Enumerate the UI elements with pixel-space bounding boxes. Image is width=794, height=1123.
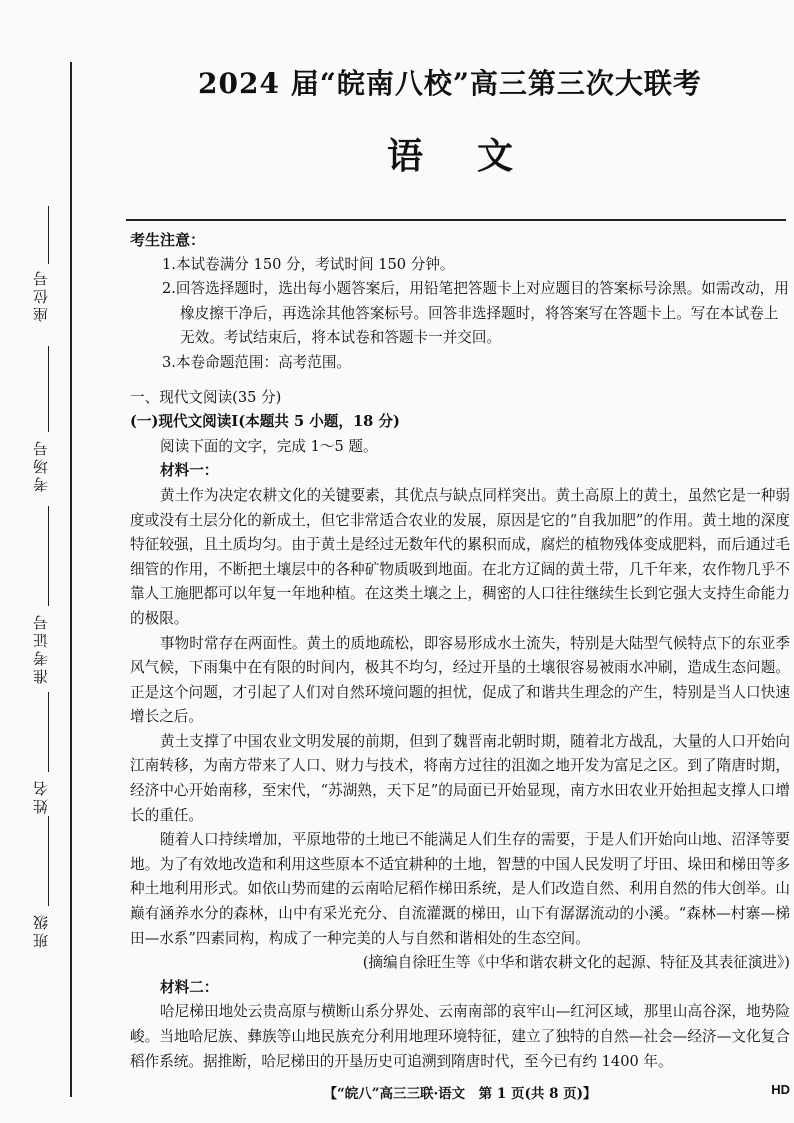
student-label: 姓名 [32, 778, 50, 814]
room-fill-line [48, 346, 49, 432]
seat-label: 座位号 [32, 268, 50, 322]
exam-title: 2024 届“皖南八校”高三第三次大联考 [198, 67, 702, 100]
notice-item: 1.本试卷满分 150 分，考试时间 150 分钟。 [162, 255, 455, 273]
footer-code: HD [771, 1082, 790, 1097]
class-fill-line [48, 816, 49, 906]
material-one-title: 材料一： [160, 462, 219, 480]
admission-fill-line [48, 506, 49, 606]
reading-instruction: 阅读下面的文字，完成 1～5 题。 [160, 437, 378, 455]
subject-title: 语文 [386, 135, 567, 177]
material-one-paragraph: 黄土作为决定农耕文化的关键要素，其优点与缺点同样突出。黄土高原上的黄土，虽然它是一种弱度或没有土层分化的新成土，但它非常适合农业的发展，原因是它的“自我加肥”的作用。黄土地的深度特征较强，且土质均匀。由于黄土是经过无数年代的累积而成，腐烂的植物残体变成肥料，而后通过毛细管的作用，不断把土壤层中的各种矿物质吸到地面。在北方辽阔的黄土带，几千年来，农作物几乎不靠人工施肥都可以年复一年地种植。在这类土壤之上，稠密的人口往往继续生长到它强大支持生命能力的极限。 [130, 486, 790, 627]
binding-margin [0, 0, 118, 1123]
binding-line [70, 62, 72, 1097]
material-two-title: 材料二： [160, 978, 219, 996]
class-label: 班级 [32, 912, 50, 948]
room-label: 考场号 [32, 438, 50, 492]
exam-content [130, 228, 790, 1074]
notice-item: 3.本卷命题范围：高考范围。 [162, 353, 352, 371]
seat-fill-line [48, 206, 49, 264]
header-rule [126, 219, 786, 221]
material-one-paragraph: 随着人口持续增加，平原地带的土地已不能满足人们生存的需要，于是人们开始向山地、沼泽等要地。为了有效地改造和利用这些原本不适宜耕种的土地，智慧的中国人民发明了圩田、垛田和梯田等多种土地利用形式。如依山势而建的云南哈尼稻作梯田系统，是人们改造自然、利用自然的伟大创举。山巅有涵养水分的森林，山中有采光充分、自流灌溉的梯田，山下有潺潺流动的小溪。“森林—村寨—梯田—水系”四素同构，构成了一种完美的人与自然和谐相处的生态空间。 [130, 831, 790, 947]
notice-item: 2.回答选择题时，选出每小题答案后，用铅笔把答题卡上对应题目的答案标号涂黑。如需改动，用橡皮擦干净后，再选涂其他答案标号。回答非选择题时，将答案写在答题卡上。写在本试卷上无效。考试结束后，将本试卷和答题卡一并交回。 [162, 280, 789, 347]
student-fill-line [48, 692, 49, 772]
material-one-source: (摘编自徐旺生等《中华和谐农耕文化的起源、特征及其表征演进》) [362, 954, 790, 972]
material-two-paragraph: 哈尼梯田地处云贵高原与横断山系分界处、云南南部的哀牢山—红河区域，那里山高谷深，地势险峻。当地哈尼族、彝族等山地民族充分利用地理环境特征，建立了独特的自然—社会—经济—文化复合稻作系统。据推断，哈尼梯田的开垦历史可追溯到隋唐时代，至今已有约 1400 年。 [130, 1003, 790, 1070]
notice-list [130, 253, 790, 376]
admission-label: 准考证号 [32, 612, 50, 684]
notice-heading: 考生注意： [130, 231, 206, 249]
subsection-heading: (一)现代文阅读Ⅰ(本题共 5 小题，18 分) [130, 413, 400, 431]
page-footer [130, 1082, 790, 1102]
material-one-paragraph: 黄土支撑了中国农业文明发展的前期，但到了魏晋南北朝时期，随着北方战乱，大量的人口开始向江南转移，为南方带来了人口、财力与技术，将南方过往的沮洳之地开发为富足之区。到了隋唐时期，经济中心开始南移，至宋代，“苏湖熟，天下足”的局面已开始显现，南方水田农业开始担起支撑人口增长的重任。 [130, 732, 790, 824]
footer-text: 【“皖八”高三三联·语文 第 1 页(共 8 页)】 [323, 1086, 597, 1102]
material-one-paragraph: 事物时常存在两面性。黄土的质地疏松，即容易形成水土流失，特别是大陆型气候特点下的东亚季风气候，下雨集中在有限的时间内，极其不均匀，经过开垦的土壤很容易被雨水冲刷，造成生态问题。正是这个问题，才引起了人们对自然环境问题的担忧，促成了和谐共生理念的产生，特别是当人口快速增长之后。 [130, 634, 790, 726]
section-heading: 一、现代文阅读(35 分) [130, 388, 282, 406]
